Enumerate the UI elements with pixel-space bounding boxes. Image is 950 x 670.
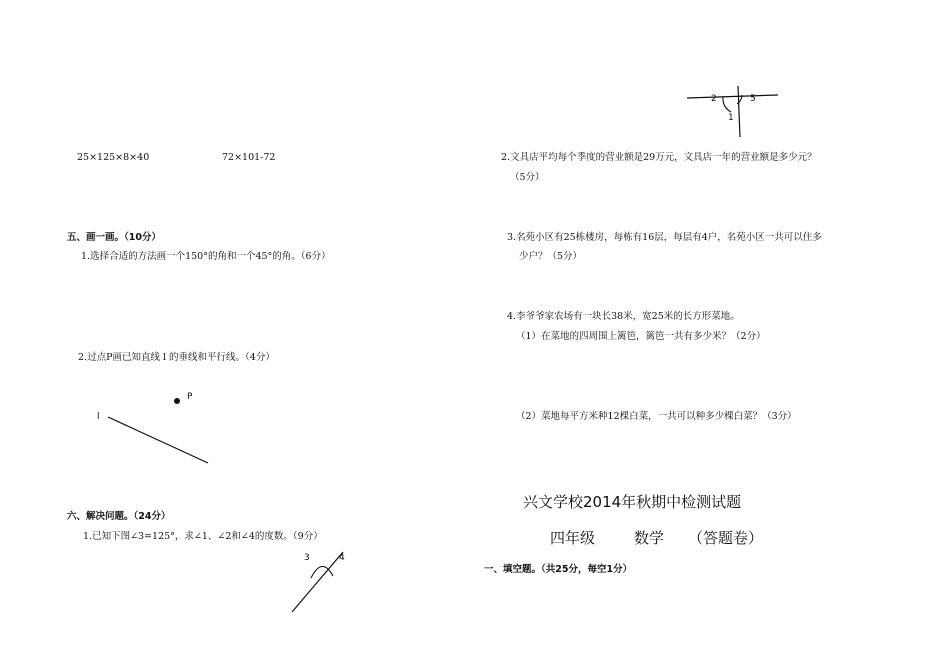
section-1-title: 一、填空题。（共25分，每空1分） xyxy=(484,564,633,575)
section-6-question-1: 1.已知下图∠3=125°，求∠1、∠2和∠4的度数。（9分） xyxy=(83,531,323,542)
calc-expression-1: 25×125×8×40 xyxy=(77,152,150,163)
question-3-line-1: 3.名苑小区有25栋楼房，每栋有16层，每层有4户，名苑小区一共可以住多 xyxy=(507,232,822,243)
label-angle-4: 4 xyxy=(339,553,345,563)
angle-arc-2 xyxy=(723,96,731,112)
question-4-line-1: 4.李爷爷家农场有一块长38米，宽25米的长方形菜地。 xyxy=(507,311,740,322)
label-angle-5: 5 xyxy=(750,94,756,104)
paper-type-label: （答题卷） xyxy=(688,529,764,547)
section-5-question-2: 2.过点P画已知直线 l 的垂线和平行线。（4分） xyxy=(78,352,275,363)
point-p xyxy=(174,398,180,404)
school-exam-title: 兴文学校2014年秋期中检测试题 xyxy=(523,493,742,511)
label-angle-2: 2 xyxy=(711,94,717,104)
perpendicular-figure xyxy=(97,392,208,463)
grade-label: 四年级 xyxy=(550,529,596,547)
label-point-p: P xyxy=(187,392,193,402)
calc-expression-2: 72×101-72 xyxy=(222,152,276,163)
line-l xyxy=(108,417,208,463)
question-4-sub-2: （2）菜地每平方米种12棵白菜，一共可以种多少棵白菜？（3分） xyxy=(516,411,797,422)
angle-figure-top xyxy=(687,86,778,137)
label-angle-1: 1 xyxy=(728,113,734,123)
question-2-line-2: （5分） xyxy=(510,172,545,183)
vertical-line xyxy=(738,86,740,137)
section-5-title: 五、画一画。（10分） xyxy=(67,232,161,243)
horizontal-line xyxy=(687,95,778,98)
angle-figure-bottom xyxy=(292,552,345,612)
label-line-l: l xyxy=(97,412,100,422)
section-6-title: 六、解决问题。（24分） xyxy=(67,511,171,522)
question-2-line-1: 2.文具店平均每个季度的营业额是29万元，文具店一年的营业额是多少元？ xyxy=(501,152,817,163)
question-3-line-2: 少户？（5分） xyxy=(519,251,583,262)
transversal-line xyxy=(292,552,343,612)
label-angle-3: 3 xyxy=(304,553,310,563)
section-5-question-1: 1.选择合适的方法画一个150°的角和一个45°的角。（6分） xyxy=(81,251,331,262)
subject-label: 数学 xyxy=(634,529,665,547)
question-4-sub-1: （1）在菜地的四周围上篱笆，篱笆一共有多少米？（2分） xyxy=(516,331,766,342)
